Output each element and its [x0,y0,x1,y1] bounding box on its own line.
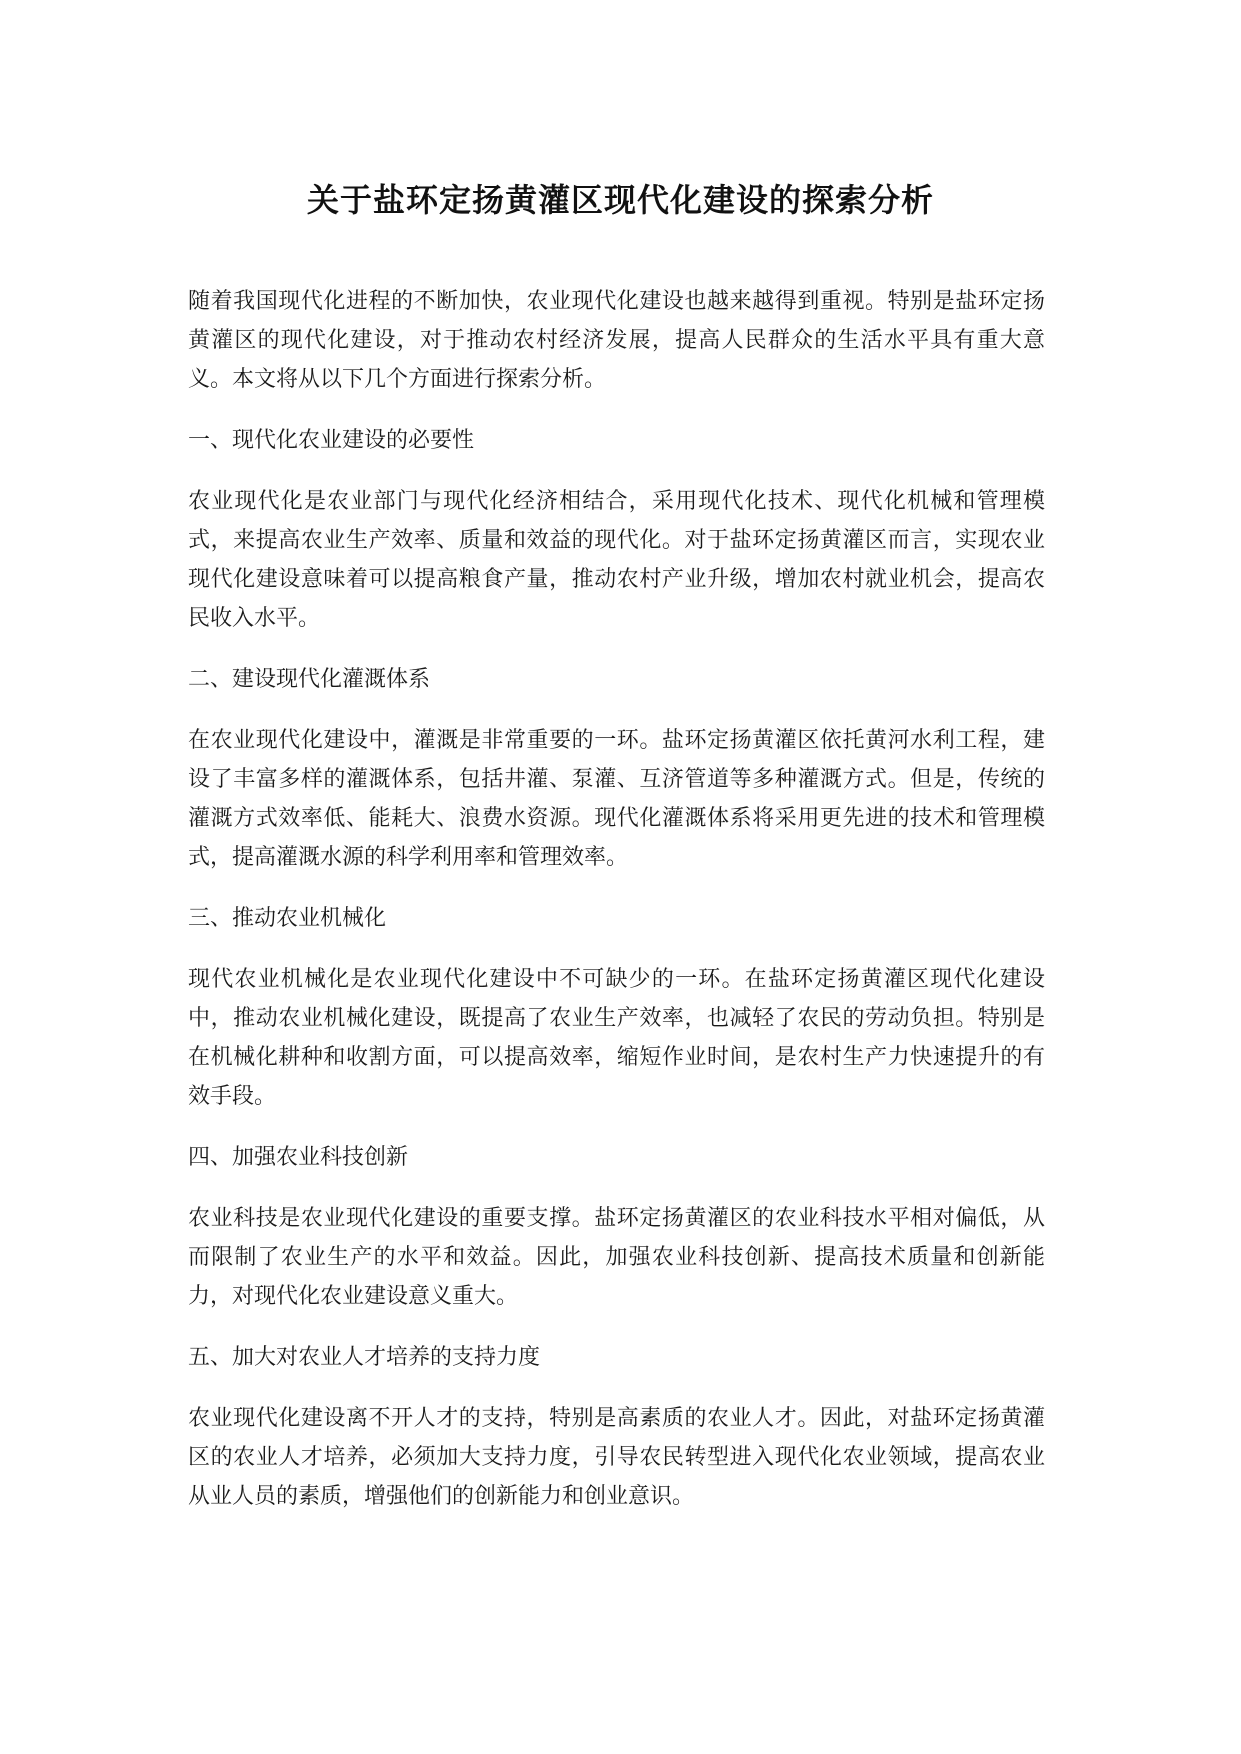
section-heading-3: 三、推动农业机械化 [188,906,387,931]
intro-paragraph: 随着我国现代化进程的不断加快，农业现代化建设也越来越得到重视。特别是盐环定扬黄灌区的现代化建设，对于推动农村经济发展，提高人民群众的生活水平具有重大意义。本文将从以下几个方面进行探索分析。 [188,289,1045,392]
section-body-5: 农业现代化建设离不开人才的支持，特别是高素质的农业人才。因此，对盐环定扬黄灌区的农业人才培养，必须加大支持力度，引导农民转型进入现代化农业领域，提高农业从业人员的素质，增强他们的创新能力和创业意识。 [188,1406,1045,1509]
document-title: 关于盐环定扬黄灌区现代化建设的探索分析 [306,181,934,219]
section-heading-5: 五、加大对农业人才培养的支持力度 [188,1345,541,1370]
section-body-4: 农业科技是农业现代化建设的重要支撑。盐环定扬黄灌区的农业科技水平相对偏低，从而限制了农业生产的水平和效益。因此，加强农业科技创新、提高技术质量和创新能力，对现代化农业建设意义重大。 [188,1206,1045,1309]
section-body-1: 农业现代化是农业部门与现代化经济相结合，采用现代化技术、现代化机械和管理模式，来提高农业生产效率、质量和效益的现代化。对于盐环定扬黄灌区而言，实现农业现代化建设意味着可以提高粮食产量，推动农村产业升级，增加农村就业机会，提高农民收入水平。 [188,489,1045,631]
section-heading-4: 四、加强农业科技创新 [188,1145,409,1170]
section-heading-2: 二、建设现代化灌溉体系 [188,667,431,692]
section-body-3: 现代农业机械化是农业现代化建设中不可缺少的一环。在盐环定扬黄灌区现代化建设中，推动农业机械化建设，既提高了农业生产效率，也减轻了农民的劳动负担。特别是在机械化耕种和收割方面，可以提高效率，缩短作业时间，是农村生产力快速提升的有效手段。 [188,967,1045,1109]
document-body [188,282,1045,1538]
section-body-2: 在农业现代化建设中，灌溉是非常重要的一环。盐环定扬黄灌区依托黄河水利工程，建设了丰富多样的灌溉体系，包括井灌、泵灌、互济管道等多种灌溉方式。但是，传统的灌溉方式效率低、能耗大、浪费水资源。现代化灌溉体系将采用更先进的技术和管理模式，提高灌溉水源的科学利用率和管理效率。 [188,728,1045,870]
section-heading-1: 一、现代化农业建设的必要性 [188,428,475,453]
